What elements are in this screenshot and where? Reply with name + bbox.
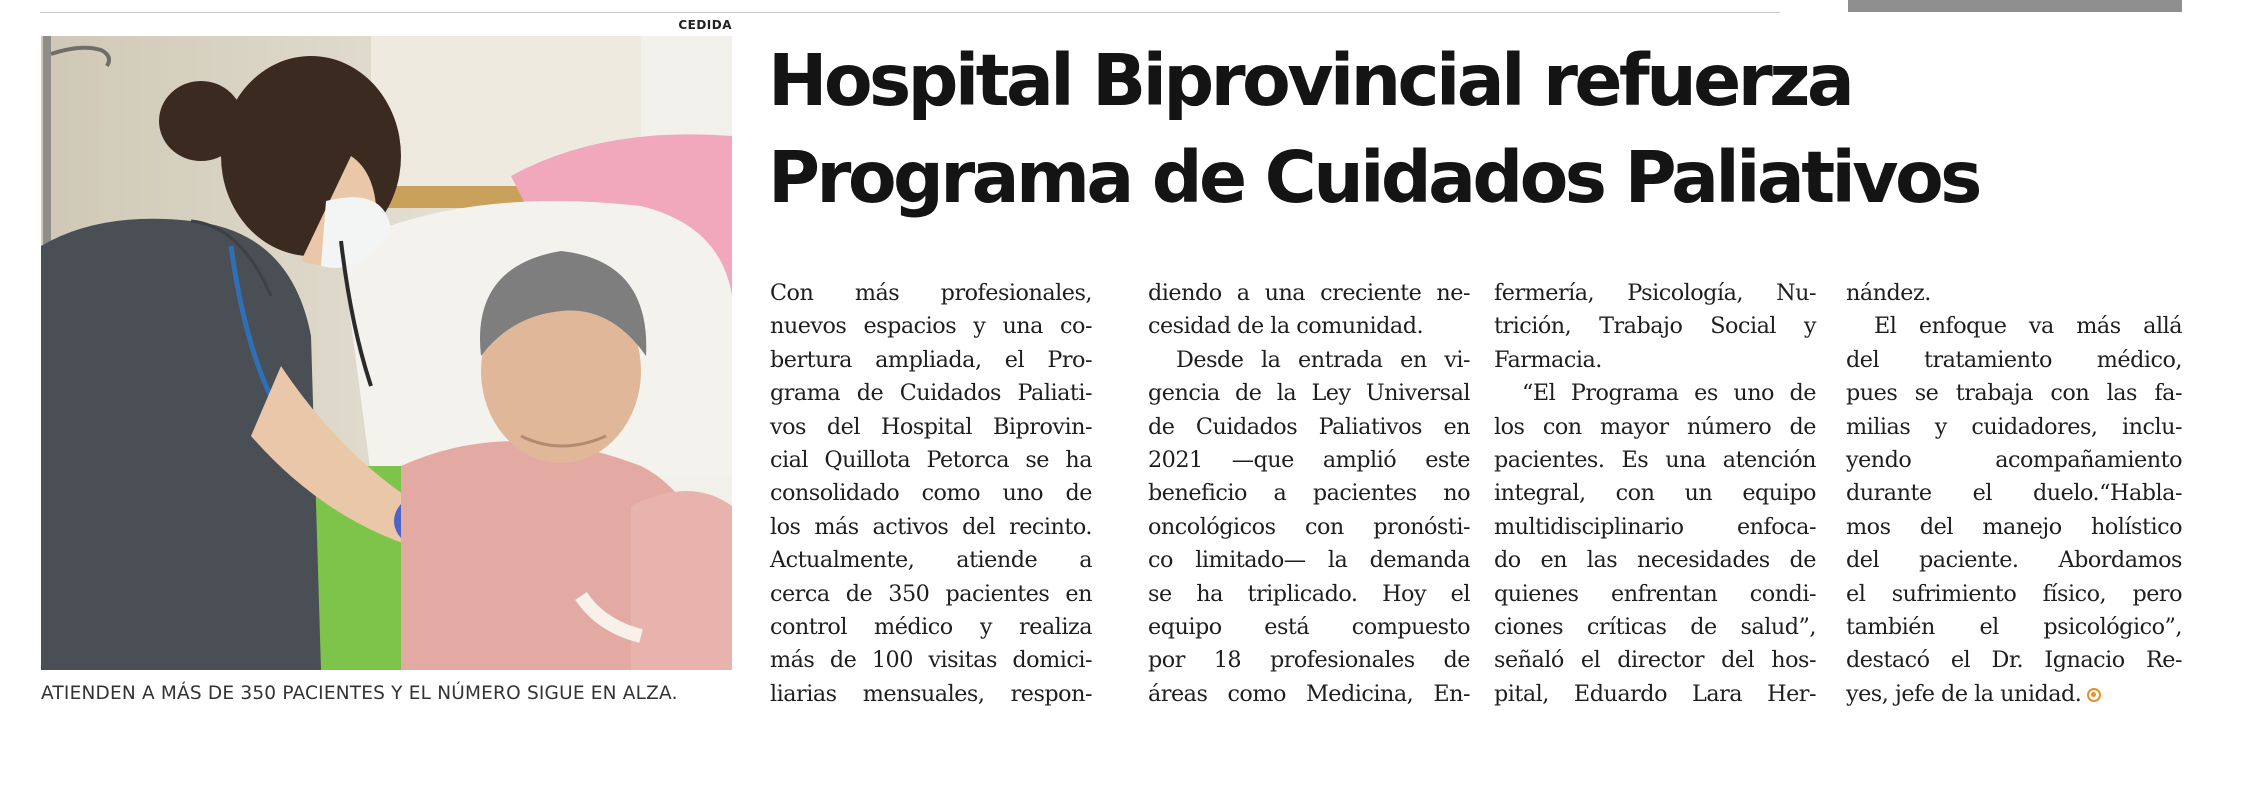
text-line: gencia de la Ley Universal [1148, 380, 1470, 407]
headline [768, 32, 2228, 226]
text-line: nuevos espacios y una co- [770, 313, 1092, 340]
text-line: yendo acompañamiento [1846, 447, 2182, 474]
article-column-3 [1494, 277, 1816, 711]
text-line: cial Quillota Petorca se ha [770, 447, 1092, 474]
text-line: cerca de 350 pacientes en [770, 580, 1092, 607]
text-line: bertura ampliada, el Pro- [770, 346, 1092, 373]
text-line: “El Programa es uno de [1522, 380, 1816, 407]
section-bar [1848, 0, 2182, 12]
text-line: nández. [1846, 280, 1931, 306]
text-line: beneficio a pacientes no [1148, 480, 1470, 507]
text-line: 2021 —que amplió este [1148, 447, 1470, 474]
text-line: quienes enfrentan condi- [1494, 580, 1816, 607]
text-line: Con más profesionales, [770, 280, 1092, 306]
text-line: El enfoque va más allá [1874, 313, 2182, 340]
headline-line-1: Hospital Biprovincial refuerza [768, 39, 1852, 122]
text-line: más de 100 visitas domici- [770, 647, 1092, 674]
text-line-last [1846, 678, 2182, 711]
text-line: por 18 profesionales de [1148, 647, 1470, 674]
text-line: pues se trabaja con las fa- [1846, 380, 2182, 407]
text-line: integral, con un equipo [1494, 480, 1816, 507]
headline-line-2: Programa de Cuidados Paliativos [768, 136, 1979, 219]
article-end-icon [2087, 688, 2101, 702]
text-line: milias y cuidadores, inclu- [1846, 413, 2182, 440]
text-line: control médico y realiza [770, 614, 1092, 641]
text-line: vos del Hospital Biprovin- [770, 413, 1092, 440]
text-line: cesidad de la comunidad. [1148, 313, 1424, 340]
photo-illustration [41, 36, 732, 670]
text-line-last-text: yes, jefe de la unidad. [1846, 680, 2082, 707]
article-column-1 [770, 277, 1092, 711]
text-line: multidisciplinario enfoca- [1494, 513, 1816, 540]
article-column-4 [1846, 277, 2182, 711]
photo-credit: CEDIDA [678, 18, 732, 32]
article-column-2 [1148, 277, 1470, 711]
text-line: los con mayor número de [1494, 413, 1816, 440]
text-line: oncológicos con pronósti- [1148, 513, 1470, 540]
article-photo [41, 36, 732, 670]
text-line: durante el duelo.“Habla- [1846, 480, 2182, 507]
text-line: trición, Trabajo Social y [1494, 313, 1816, 340]
text-line: diendo a una creciente ne- [1148, 280, 1470, 306]
text-line: Actualmente, atiende a [770, 547, 1092, 574]
text-line: se ha triplicado. Hoy el [1148, 580, 1470, 607]
text-line: de Cuidados Paliativos en [1148, 413, 1470, 440]
photo-caption: ATIENDEN A MÁS DE 350 PACIENTES Y EL NÚMERO SIGUE EN ALZA. [41, 683, 678, 704]
text-line: Desde la entrada en vi- [1176, 346, 1470, 373]
text-line: los más activos del recinto. [770, 513, 1092, 540]
text-line: equipo está compuesto [1148, 614, 1470, 641]
text-line: destacó el Dr. Ignacio Re- [1846, 647, 2182, 674]
text-line: del paciente. Abordamos [1846, 547, 2182, 574]
text-line: co limitado— la demanda [1148, 547, 1470, 574]
text-line: el sufrimiento físico, pero [1846, 580, 2182, 607]
text-line: consolidado como uno de [770, 480, 1092, 507]
text-line: áreas como Medicina, En- [1148, 680, 1470, 707]
text-line: pacientes. Es una atención [1494, 447, 1816, 474]
text-line: grama de Cuidados Paliati- [770, 380, 1092, 407]
text-line: liarias mensuales, respon- [770, 680, 1092, 707]
text-line: ciones críticas de salud”, [1494, 614, 1816, 641]
text-line: también el psicológico”, [1846, 614, 2182, 641]
text-line: del tratamiento médico, [1846, 346, 2182, 373]
text-line: do en las necesidades de [1494, 547, 1816, 574]
text-line: fermería, Psicología, Nu- [1494, 280, 1816, 306]
text-line: Farmacia. [1494, 346, 1602, 373]
top-rule [40, 12, 1780, 13]
text-line: mos del manejo holístico [1846, 513, 2182, 540]
text-line: pital, Eduardo Lara Her- [1494, 680, 1816, 707]
text-line: señaló el director del hos- [1494, 647, 1816, 674]
